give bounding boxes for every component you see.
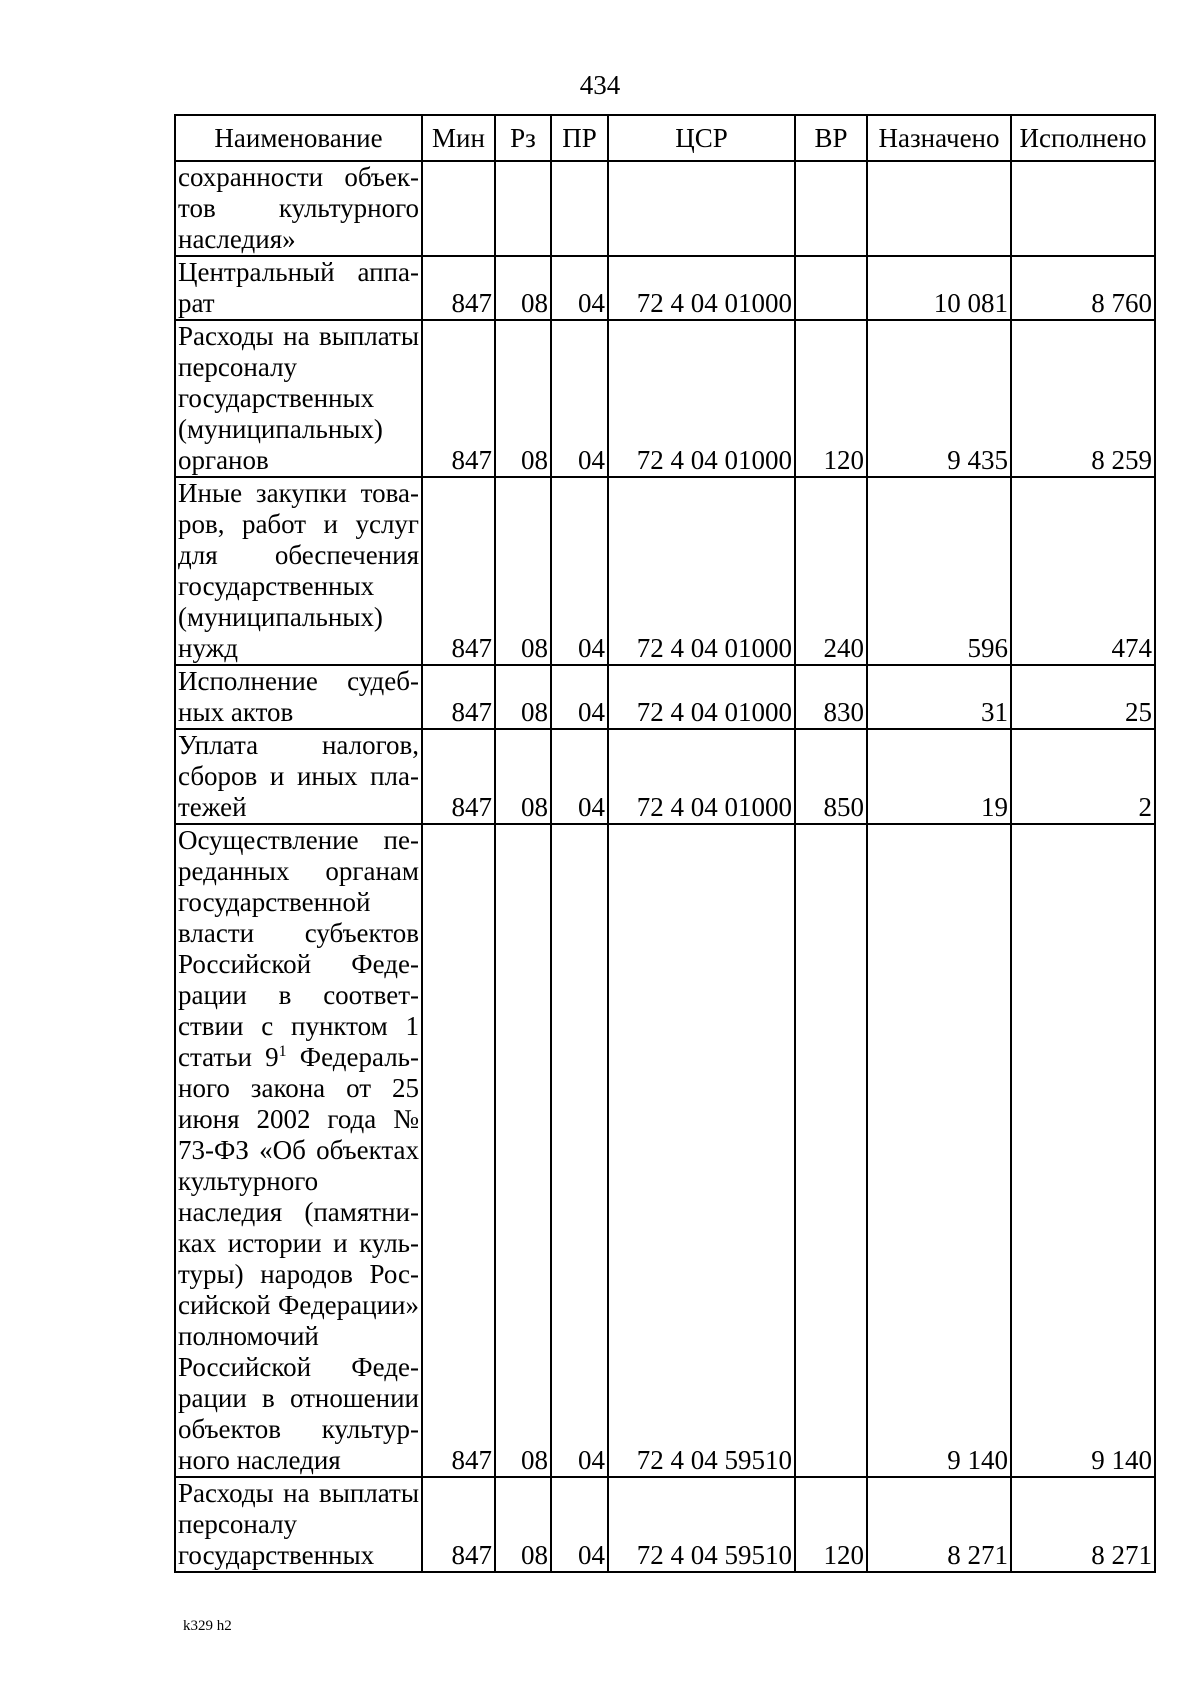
row-pr: 04 — [551, 256, 608, 320]
row-rz: 08 — [495, 729, 551, 824]
row-rz: 08 — [495, 320, 551, 477]
row-vr: 830 — [795, 665, 867, 729]
row-name-text: Осуществление переданных органам государственной власти субъектов Российской Федерации в соответствии с пунктом 1 статьи 9 — [178, 825, 419, 1072]
column-header: Мин — [422, 115, 495, 161]
row-min: 847 — [422, 1477, 495, 1572]
row-vr: 120 — [795, 320, 867, 477]
row-pr: 04 — [551, 729, 608, 824]
row-min: 847 — [422, 665, 495, 729]
row-csr: 72 4 04 01000 — [608, 665, 795, 729]
row-name: Расходы на выплаты персоналу государственных — [175, 1477, 422, 1572]
row-assigned: 596 — [867, 477, 1011, 665]
row-name — [175, 824, 422, 1477]
row-pr: 04 — [551, 824, 608, 1477]
row-pr — [551, 161, 608, 256]
row-vr: 240 — [795, 477, 867, 665]
row-pr: 04 — [551, 320, 608, 477]
table-row — [175, 161, 1155, 256]
table-row — [175, 256, 1155, 320]
row-rz: 08 — [495, 1477, 551, 1572]
row-vr — [795, 161, 867, 256]
page-number: 434 — [579, 70, 621, 100]
row-min: 847 — [422, 256, 495, 320]
table-row — [175, 729, 1155, 824]
row-vr: 850 — [795, 729, 867, 824]
row-assigned: 19 — [867, 729, 1011, 824]
row-name: Центральный аппарат — [175, 256, 422, 320]
table-row — [175, 824, 1155, 1477]
row-assigned: 31 — [867, 665, 1011, 729]
row-executed: 2 — [1011, 729, 1155, 824]
row-pr: 04 — [551, 665, 608, 729]
row-csr: 72 4 04 01000 — [608, 477, 795, 665]
row-min: 847 — [422, 320, 495, 477]
table-row — [175, 665, 1155, 729]
row-csr: 72 4 04 01000 — [608, 320, 795, 477]
row-pr: 04 — [551, 477, 608, 665]
row-name: Уплата налогов, сборов и иных платежей — [175, 729, 422, 824]
row-vr — [795, 256, 867, 320]
row-assigned: 10 081 — [867, 256, 1011, 320]
row-executed: 9 140 — [1011, 824, 1155, 1477]
row-csr: 72 4 04 01000 — [608, 256, 795, 320]
budget-table — [174, 114, 1156, 1573]
table-row — [175, 477, 1155, 665]
row-pr: 04 — [551, 1477, 608, 1572]
row-csr — [608, 161, 795, 256]
row-vr — [795, 824, 867, 1477]
row-assigned: 9 140 — [867, 824, 1011, 1477]
row-rz: 08 — [495, 665, 551, 729]
row-rz: 08 — [495, 256, 551, 320]
column-header: ВР — [795, 115, 867, 161]
row-assigned: 9 435 — [867, 320, 1011, 477]
row-executed: 474 — [1011, 477, 1155, 665]
table-header-row — [175, 115, 1155, 161]
row-assigned: 8 271 — [867, 1477, 1011, 1572]
column-header: Исполнено — [1011, 115, 1155, 161]
row-csr: 72 4 04 59510 — [608, 824, 795, 1477]
row-executed: 8 271 — [1011, 1477, 1155, 1572]
row-min: 847 — [422, 824, 495, 1477]
table-row — [175, 320, 1155, 477]
row-executed — [1011, 161, 1155, 256]
row-executed: 25 — [1011, 665, 1155, 729]
row-name: сохранности объектов культурного наследия» — [175, 161, 422, 256]
column-header: Назначено — [867, 115, 1011, 161]
row-executed: 8 259 — [1011, 320, 1155, 477]
row-rz: 08 — [495, 477, 551, 665]
row-min: 847 — [422, 729, 495, 824]
row-min — [422, 161, 495, 256]
footer-code: k329 h2 — [183, 1618, 232, 1634]
row-name: Иные закупки товаров, работ и услуг для обеспечения государственных (муниципальных) нужд — [175, 477, 422, 665]
superscript: 1 — [278, 1043, 287, 1060]
column-header: ПР — [551, 115, 608, 161]
row-min: 847 — [422, 477, 495, 665]
column-header: ЦСР — [608, 115, 795, 161]
row-name: Исполнение судебных актов — [175, 665, 422, 729]
row-name: Расходы на выплаты персоналу государственных (муниципальных) органов — [175, 320, 422, 477]
column-header: Наименование — [175, 115, 422, 161]
row-csr: 72 4 04 59510 — [608, 1477, 795, 1572]
row-assigned — [867, 161, 1011, 256]
row-rz: 08 — [495, 824, 551, 1477]
row-rz — [495, 161, 551, 256]
row-csr: 72 4 04 01000 — [608, 729, 795, 824]
table-row — [175, 1477, 1155, 1572]
row-vr: 120 — [795, 1477, 867, 1572]
row-executed: 8 760 — [1011, 256, 1155, 320]
column-header: Рз — [495, 115, 551, 161]
row-name-text-rest: Федерального закона от 25 июня 2002 года № 73-ФЗ «Об объектах культурного наследия (памятниках истории и культуры) народов Российской Федерации» полномочий Российской Федерации в отношении объектов культурного наследия — [178, 1042, 419, 1475]
